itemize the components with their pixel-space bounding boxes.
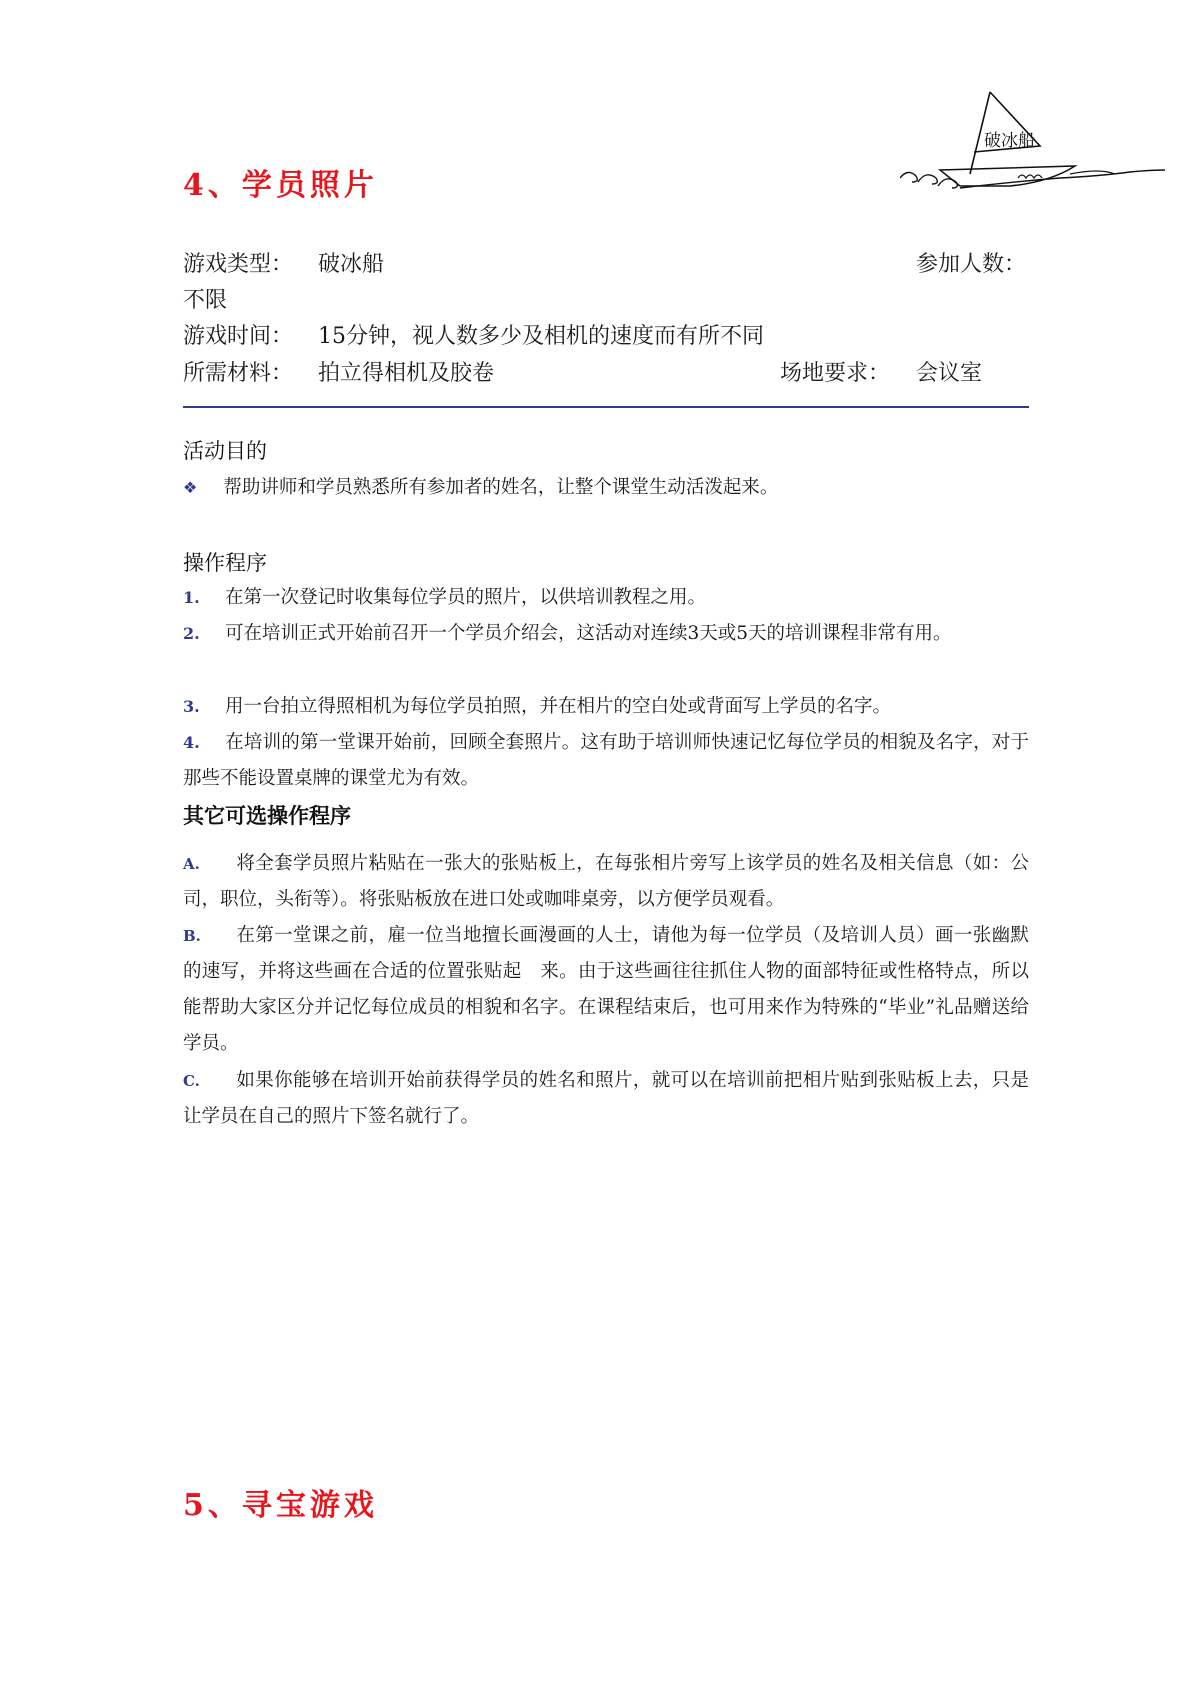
step-number: 3. bbox=[183, 697, 200, 716]
participants-label: 参加人数： bbox=[916, 252, 1027, 277]
venue-label: 场地要求： bbox=[780, 361, 891, 386]
alternative-item bbox=[183, 1063, 1029, 1135]
item-text: 如果你能够在培训开始前获得学员的姓名和照片，就可以在培训前把相片贴到张贴板上去，只是让学员在自己的照片下签名就行了。 bbox=[183, 1070, 1029, 1127]
game-type-value: 破冰船 bbox=[318, 252, 385, 277]
step-number: 1. bbox=[183, 588, 200, 607]
game-type-label: 游戏类型： bbox=[183, 252, 294, 277]
step-text: 在培训的第一堂课开始前，回顾全套照片。这有助于培训师快速记忆每位学员的相貌及名字，对于那些不能设置桌牌的课堂尤为有效。 bbox=[183, 732, 1029, 789]
step-text: 可在培训正式开始前召开一个学员介绍会，这活动对连续3天或5天的培训课程非常有用。 bbox=[225, 623, 952, 644]
alternatives-heading: 其它可选操作程序 bbox=[183, 804, 351, 828]
section-title-5: 5、寻宝游戏 bbox=[183, 1488, 378, 1523]
step-number: 4. bbox=[183, 733, 200, 752]
diamond-bullet-icon: ❖ bbox=[183, 478, 198, 497]
procedure-step bbox=[183, 689, 1029, 725]
purpose-text: 帮助讲师和学员熟悉所有参加者的姓名，让整个课堂生动活泼起来。 bbox=[223, 477, 779, 498]
materials-value: 拍立得相机及胶卷 bbox=[318, 361, 495, 386]
materials-label: 所需材料： bbox=[183, 361, 294, 386]
procedure-step bbox=[183, 616, 1029, 652]
venue-value: 会议室 bbox=[916, 361, 983, 386]
item-letter: C. bbox=[183, 1072, 200, 1090]
procedure-step bbox=[183, 725, 1029, 797]
procedure-step bbox=[183, 580, 1029, 616]
icebreaker-boat-logo bbox=[900, 86, 1168, 210]
divider-rule bbox=[183, 406, 1029, 408]
logo-text: 破冰船 bbox=[984, 131, 1035, 151]
item-letter: B. bbox=[183, 927, 201, 945]
step-text: 在第一次登记时收集每位学员的照片，以供培训教程之用。 bbox=[225, 587, 707, 608]
item-letter: A. bbox=[183, 855, 200, 873]
step-text: 用一台拍立得照相机为每位学员拍照，并在相片的空白处或背面写上学员的名字。 bbox=[225, 696, 892, 717]
participants-value: 不限 bbox=[183, 288, 228, 313]
procedure-heading: 操作程序 bbox=[183, 551, 267, 575]
time-value: 15分钟，视人数多少及相机的速度而有所不同 bbox=[318, 324, 764, 349]
time-label: 游戏时间： bbox=[183, 324, 294, 349]
step-number: 2. bbox=[183, 624, 200, 643]
item-text: 将全套学员照片粘贴在一张大的张贴板上，在每张相片旁写上该学员的姓名及相关信息（如：公司，职位，头衔等）。将张贴板放在进口处或咖啡桌旁，以方便学员观看。 bbox=[183, 853, 1029, 910]
section-title-4: 4、学员照片 bbox=[183, 168, 378, 203]
purpose-bullet-item bbox=[183, 470, 1029, 506]
alternative-item bbox=[183, 846, 1029, 918]
item-text: 在第一堂课之前，雇一位当地擅长画漫画的人士，请他为每一位学员（及培训人员）画一张幽默的速写，并将这些画在合适的位置张贴起 来。由于这些画往往抓住人物的面部特征或性格特点，所以能帮助大家区分并记忆每位成员的相貌和名字。在课程结束后，也可用来作为特殊的“毕业”礼品赠送给学员。 bbox=[183, 925, 1029, 1054]
alternative-item bbox=[183, 918, 1029, 1062]
purpose-heading: 活动目的 bbox=[183, 439, 267, 463]
